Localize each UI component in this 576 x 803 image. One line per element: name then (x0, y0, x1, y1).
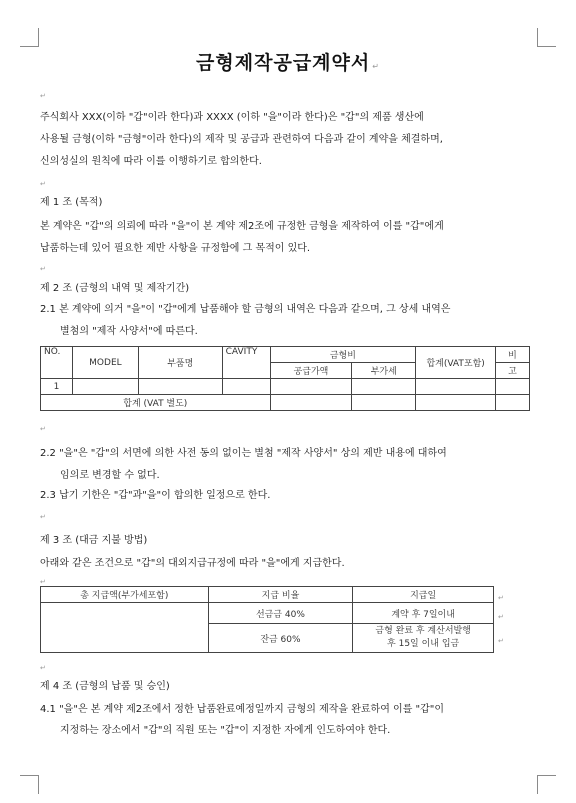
table-row (41, 603, 494, 624)
row-cell (72, 379, 138, 395)
article-2-clause-1: 2.1 본 계약에 의거 "을"이 "갑"에게 납품해야 할 금형의 내역은 다음과 같으며, 그 상세 내역은 (40, 304, 451, 315)
row-cell (138, 379, 222, 395)
total-amount-cell (41, 603, 209, 653)
row-cell (416, 379, 496, 395)
mold-spec-table (40, 346, 530, 411)
cell-mark-icon: ↵ (498, 594, 504, 602)
header-payment-ratio: 지급 비율 (208, 587, 353, 603)
preamble-line: 사용될 금형(이하 "금형"이라 한다)의 제작 및 공급과 관련하여 다음과 같이 계약을 체결하며, (40, 134, 443, 145)
header-cavity: CAVITY (222, 347, 270, 379)
row-cell (222, 379, 270, 395)
row-cell (496, 379, 530, 395)
header-mold-cost: 금형비 (270, 347, 416, 363)
article-2-heading: 제 2 조 (금형의 내역 및 제작기간) (40, 283, 190, 294)
article-2-clause-1-cont: 별첨의 "제작 사양서"에 따른다. (60, 326, 198, 337)
header-payment-date: 지급일 (353, 587, 494, 603)
payment-table (40, 586, 494, 653)
paragraph-mark-icon: ↵ (40, 425, 46, 433)
table-row (41, 379, 530, 395)
row-cell (270, 379, 352, 395)
crop-mark-bottom-left (20, 775, 39, 794)
balance-ratio: 잔금 60% (208, 624, 353, 653)
paragraph-mark-icon: ↵ (40, 92, 46, 100)
preamble-line: 주식회사 XXX(이하 "갑"이라 한다)과 XXXX (이하 "을"이라 한다)은 "갑"의 제품 생산에 (40, 112, 424, 123)
crop-mark-top-left (20, 28, 39, 47)
header-model: MODEL (72, 347, 138, 379)
paragraph-mark-icon: ↵ (40, 265, 46, 273)
article-2-clause-3: 2.3 납기 기한은 "갑"과"을"이 합의한 일정으로 한다. (40, 490, 271, 501)
article-1-heading: 제 1 조 (목적) (40, 197, 103, 208)
row-cell (496, 395, 530, 411)
advance-ratio: 선금금 40% (208, 603, 353, 624)
total-label: 합계 (VAT 별도) (41, 395, 271, 411)
paragraph-mark-icon: ↵ (40, 578, 46, 586)
header-supply-price: 공급가액 (270, 363, 352, 379)
table-total-row (41, 395, 530, 411)
row-no: 1 (41, 379, 73, 395)
crop-mark-bottom-right (537, 775, 556, 794)
header-vat: 부가세 (352, 363, 416, 379)
article-3-heading: 제 3 조 (대금 지불 방법) (40, 535, 148, 546)
balance-date: 금형 완료 후 계산서발행 후 15일 이내 입금 (353, 624, 494, 653)
row-cell (352, 395, 416, 411)
header-note-cont: 고 (496, 363, 530, 379)
row-cell (270, 395, 352, 411)
header-total-amount: 총 지급액(부가세포함) (41, 587, 209, 603)
article-3-text: 아래와 같은 조건으로 "갑"의 대외지급규정에 따라 "을"에게 지급한다. (40, 558, 345, 569)
header-note: 비 (496, 347, 530, 363)
row-cell (416, 395, 496, 411)
cell-mark-icon: ↵ (498, 637, 504, 645)
article-1-text: 납품하는데 있어 필요한 제반 사항을 규정함에 그 목적이 있다. (40, 243, 311, 254)
paragraph-mark-icon: ↵ (40, 180, 46, 188)
paragraph-mark-icon: ↵ (40, 664, 46, 672)
article-1-text: 본 계약은 "갑"의 의뢰에 따라 "을"이 본 계약 제2조에 규정한 금형을 제작하여 이를 "갑"에게 (40, 221, 444, 232)
header-total-vat: 합계(VAT포함) (416, 347, 496, 379)
header-part-name: 부품명 (138, 347, 222, 379)
advance-date: 계약 후 7일이내 (353, 603, 494, 624)
paragraph-mark-icon: ↵ (372, 62, 380, 71)
article-4-clause-1: 4.1 "을"은 본 계약 제2조에서 정한 납품완료예정일까지 금형의 제작을 완료하여 이를 "갑"이 (40, 704, 445, 715)
document-title: 금형제작공급계약서 ↵ (196, 52, 380, 74)
article-2-clause-2: 2.2 "을"은 "갑"의 서면에 의한 사전 동의 없이는 별첨 "제작 사양서" 상의 제반 내용에 대하여 (40, 448, 447, 459)
header-no: NO. (41, 347, 73, 379)
article-4-clause-1-cont: 지정하는 장소에서 "갑"의 직원 또는 "갑"이 지정한 자에게 인도하여야 한다. (60, 725, 391, 736)
article-2-clause-2-cont: 임의로 변경할 수 없다. (60, 470, 160, 481)
paragraph-mark-icon: ↵ (40, 513, 46, 521)
cell-mark-icon: ↵ (498, 613, 504, 621)
article-4-heading: 제 4 조 (금형의 납품 및 승인) (40, 681, 170, 692)
row-cell (352, 379, 416, 395)
crop-mark-top-right (537, 28, 556, 47)
preamble-line: 신의성실의 원칙에 따라 이를 이행하기로 합의한다. (40, 156, 262, 167)
